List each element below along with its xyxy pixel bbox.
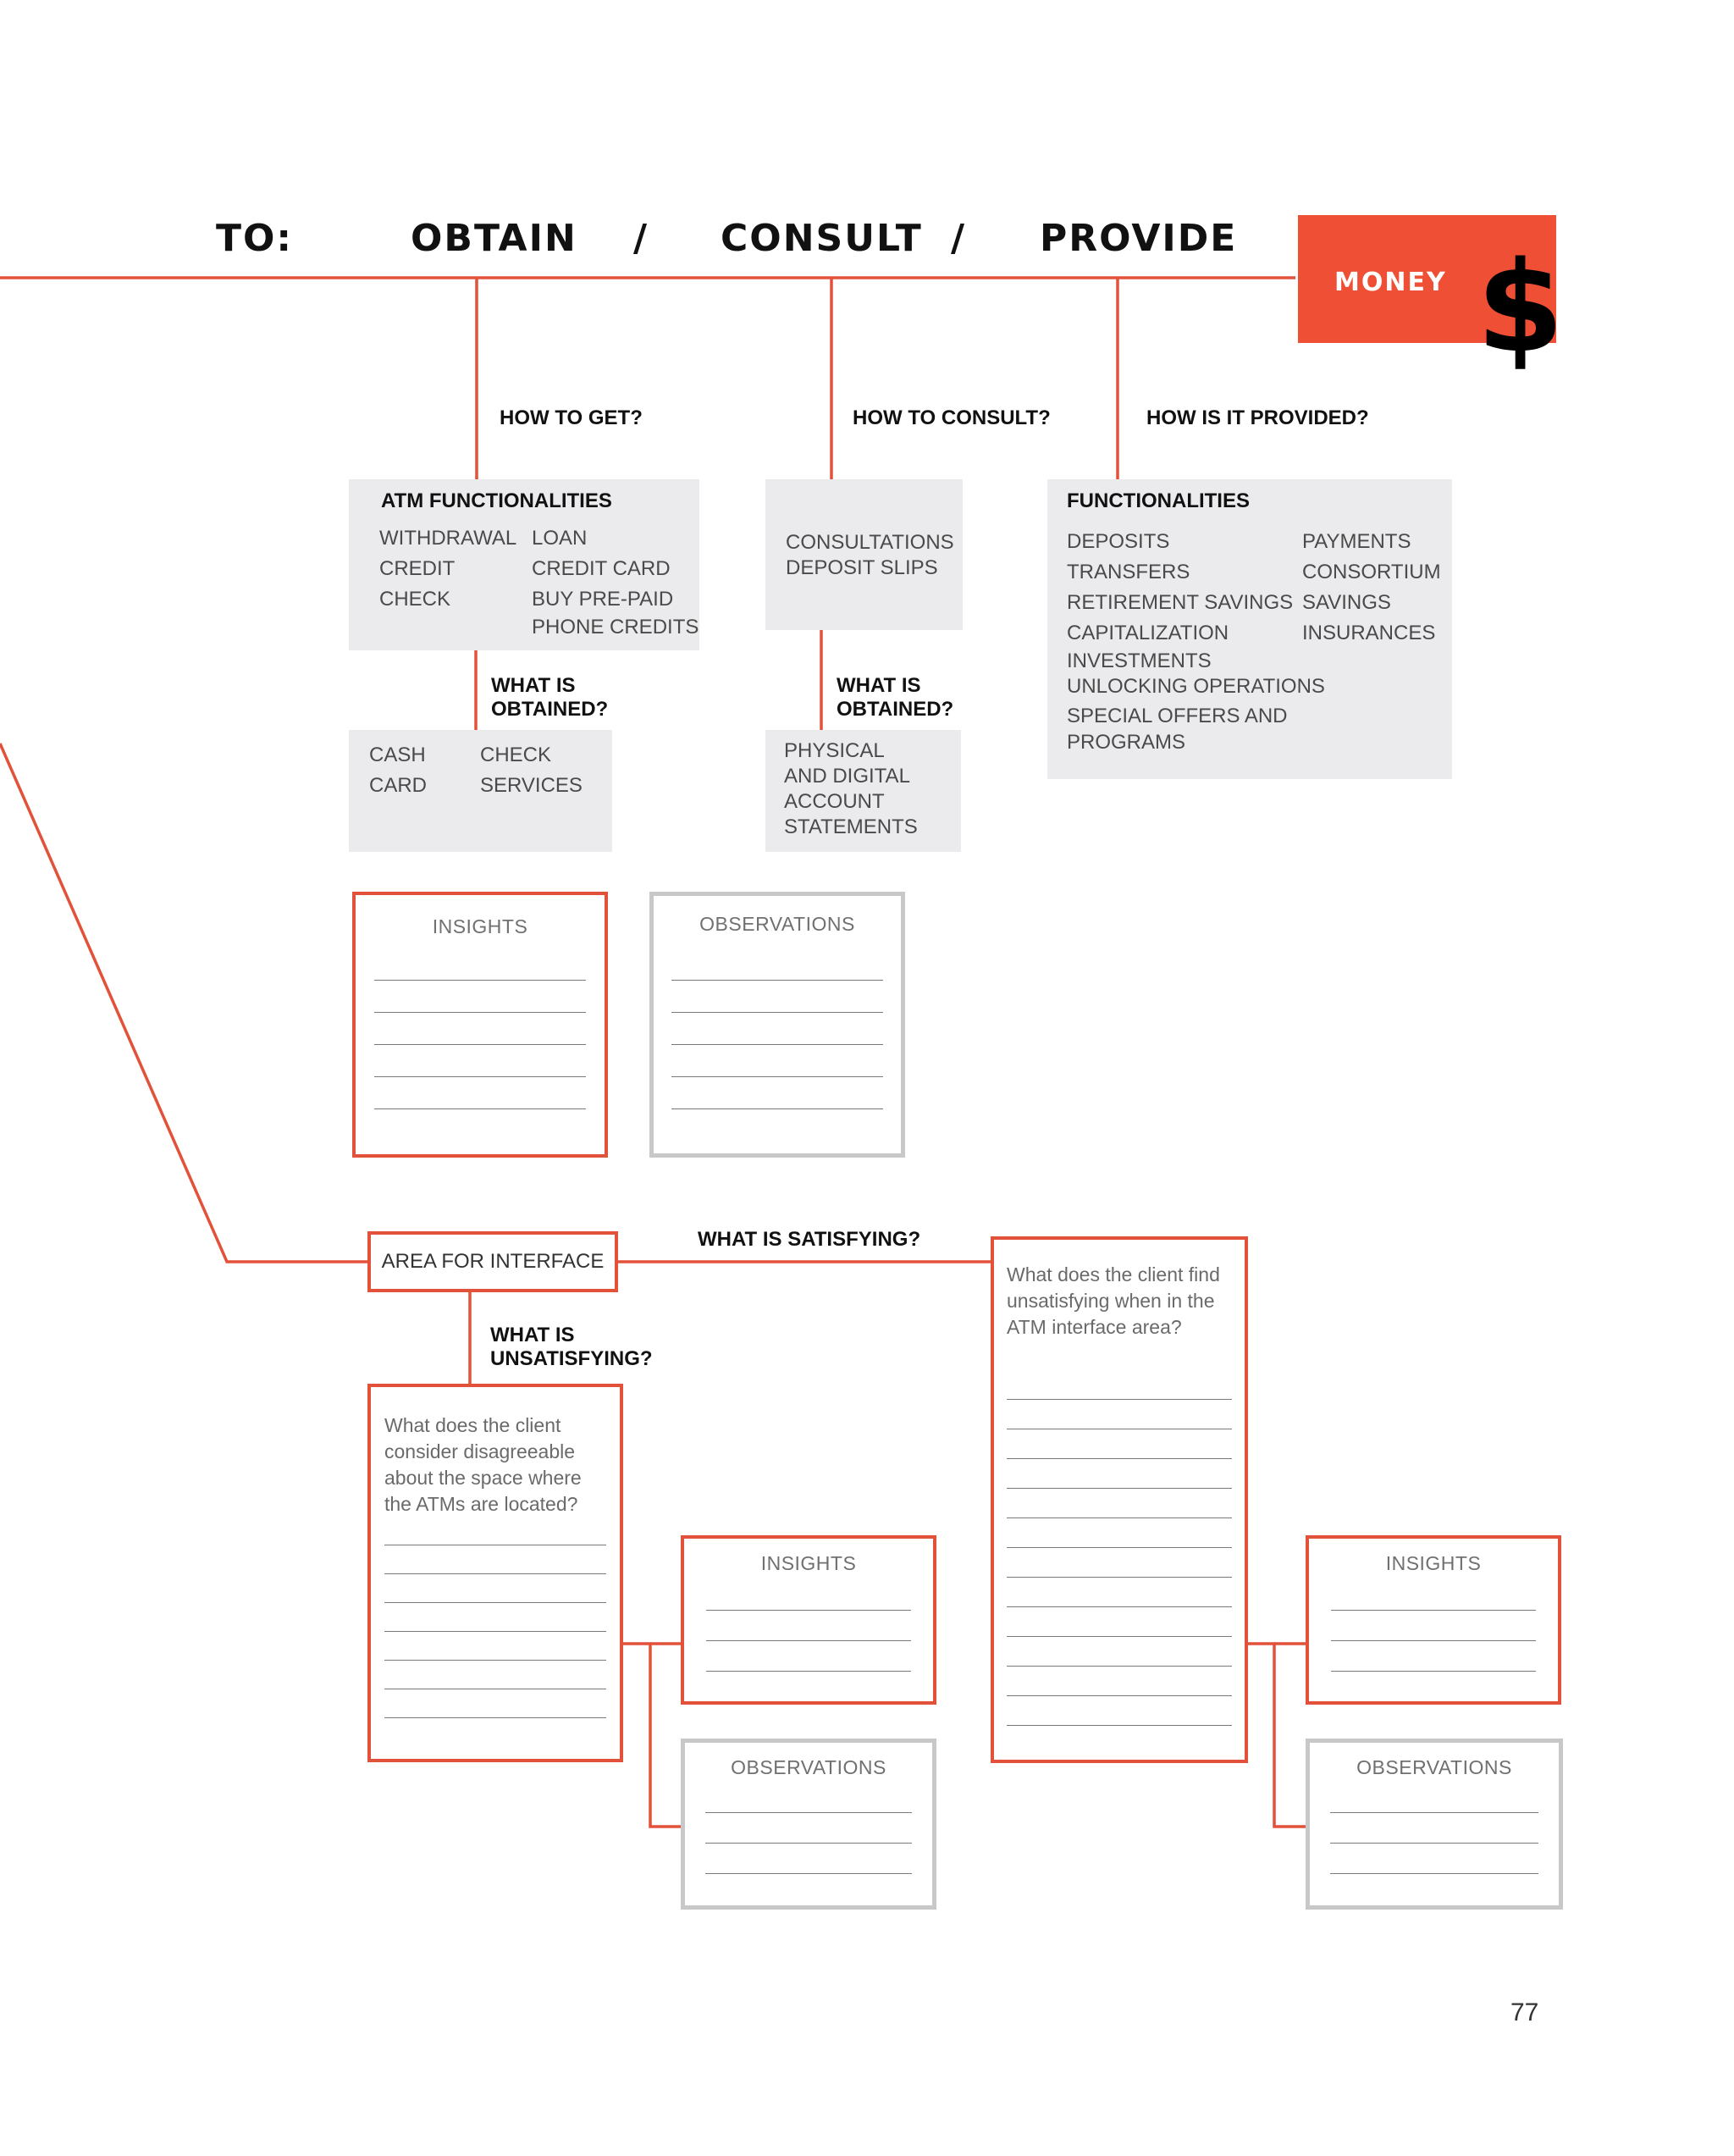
atm-item: CREDIT CARD (532, 557, 671, 580)
consult-item: DEPOSIT SLIPS (786, 556, 938, 579)
func-item: SPECIAL OFFERS AND (1067, 705, 1288, 727)
what-obtained-question-1: WHAT IS OBTAINED? (491, 674, 609, 721)
observations-note-top[interactable] (649, 892, 905, 1158)
observations-title: OBSERVATIONS (699, 913, 855, 935)
area-for-interface-box (367, 1231, 618, 1292)
functionalities-box (1047, 479, 1452, 779)
func-item: PROGRAMS (1067, 731, 1186, 754)
func-item: INVESTMENTS (1067, 650, 1212, 672)
obtained-item: ACCOUNT (784, 790, 885, 813)
how-provided-question: HOW IS IT PROVIDED? (1146, 406, 1369, 429)
observations-note-right[interactable] (1306, 1739, 1563, 1910)
atm-item: CREDIT (379, 557, 456, 580)
note-question-line: What does the client find (1007, 1263, 1220, 1285)
obtained-item: CARD (369, 774, 428, 797)
to-label: TO: (216, 217, 294, 260)
separator-2: / (951, 217, 967, 260)
satisfying-note[interactable] (991, 1236, 1248, 1763)
insights-title: INSIGHTS (432, 915, 528, 937)
obtained-box-1 (349, 730, 612, 852)
page-number: 77 (1510, 1998, 1539, 2026)
diagonal-connector (0, 744, 368, 1262)
obtained-box-2 (765, 730, 961, 852)
provide-heading: PROVIDE (1040, 217, 1238, 260)
satisfying-question: WHAT IS SATISFYING? (698, 1228, 921, 1251)
consult-heading: CONSULT (721, 217, 923, 260)
atm-item: PHONE CREDITS (532, 616, 699, 639)
unsatisfying-note[interactable] (367, 1384, 623, 1762)
obtained-item: PHYSICAL (784, 739, 885, 762)
right-bracket-connector (1245, 1644, 1309, 1827)
insights-note-top[interactable] (352, 892, 608, 1158)
note-question-line: ATM interface area? (1007, 1316, 1182, 1338)
what-obtained-question-2: WHAT IS OBTAINED? (837, 674, 954, 721)
note-question-line: unsatisfying when in the (1007, 1290, 1215, 1312)
func-item: INSURANCES (1302, 622, 1436, 644)
consult-box (765, 479, 963, 630)
obtained-item: STATEMENTS (784, 815, 918, 838)
func-item: PAYMENTS (1302, 530, 1411, 553)
obtained-item: AND DIGITAL (784, 765, 910, 788)
how-to-consult-question: HOW TO CONSULT? (853, 406, 1051, 429)
note-question-line: about the space where (384, 1467, 582, 1489)
separator-1: / (633, 217, 649, 260)
func-item: SAVINGS (1302, 591, 1391, 614)
atm-item: WITHDRAWAL (379, 527, 517, 550)
insights-note-left[interactable] (681, 1535, 936, 1705)
obtained-item: CASH (369, 744, 426, 766)
obtain-heading: OBTAIN (411, 217, 577, 260)
money-label: MONEY (1334, 268, 1447, 297)
area-for-interface-label: AREA FOR INTERFACE (381, 1250, 605, 1273)
atm-functionalities-title: ATM FUNCTIONALITIES (381, 489, 612, 512)
functionalities-title: FUNCTIONALITIES (1067, 489, 1250, 512)
func-item: TRANSFERS (1067, 561, 1190, 583)
obtained-item: SERVICES (480, 774, 583, 797)
obtained-item: CHECK (480, 744, 552, 766)
note-question-line: What does the client (384, 1414, 561, 1436)
insights-title: INSIGHTS (760, 1552, 857, 1574)
dollar-icon: $ (1477, 235, 1564, 380)
how-to-get-question: HOW TO GET? (500, 406, 643, 429)
func-col-1 (1067, 527, 1325, 755)
func-item: CONSORTIUM (1302, 561, 1441, 583)
atm-functionalities-box (349, 479, 699, 650)
func-item: RETIREMENT SAVINGS (1067, 591, 1294, 614)
atm-item: LOAN (532, 527, 588, 550)
atm-item: BUY PRE-PAID (532, 588, 674, 611)
observations-title: OBSERVATIONS (1356, 1756, 1512, 1778)
func-item: DEPOSITS (1067, 530, 1170, 553)
atm-item: CHECK (379, 588, 451, 611)
left-bracket-connector (622, 1644, 682, 1827)
note-question-line: consider disagreeable (384, 1440, 576, 1462)
consult-item: CONSULTATIONS (786, 531, 954, 554)
observations-note-left[interactable] (681, 1739, 936, 1910)
atm-col-1 (379, 523, 516, 615)
func-item: CAPITALIZATION (1067, 622, 1229, 644)
note-question-line: the ATMs are located? (384, 1493, 578, 1515)
insights-note-right[interactable] (1306, 1535, 1561, 1705)
func-item: UNLOCKING OPERATIONS (1067, 675, 1325, 698)
atm-col-2 (532, 523, 699, 640)
unsatisfying-question: WHAT IS UNSATISFYING? (490, 1324, 653, 1370)
insights-title: INSIGHTS (1385, 1552, 1482, 1574)
func-col-2 (1302, 527, 1441, 649)
observations-title: OBSERVATIONS (731, 1756, 886, 1778)
